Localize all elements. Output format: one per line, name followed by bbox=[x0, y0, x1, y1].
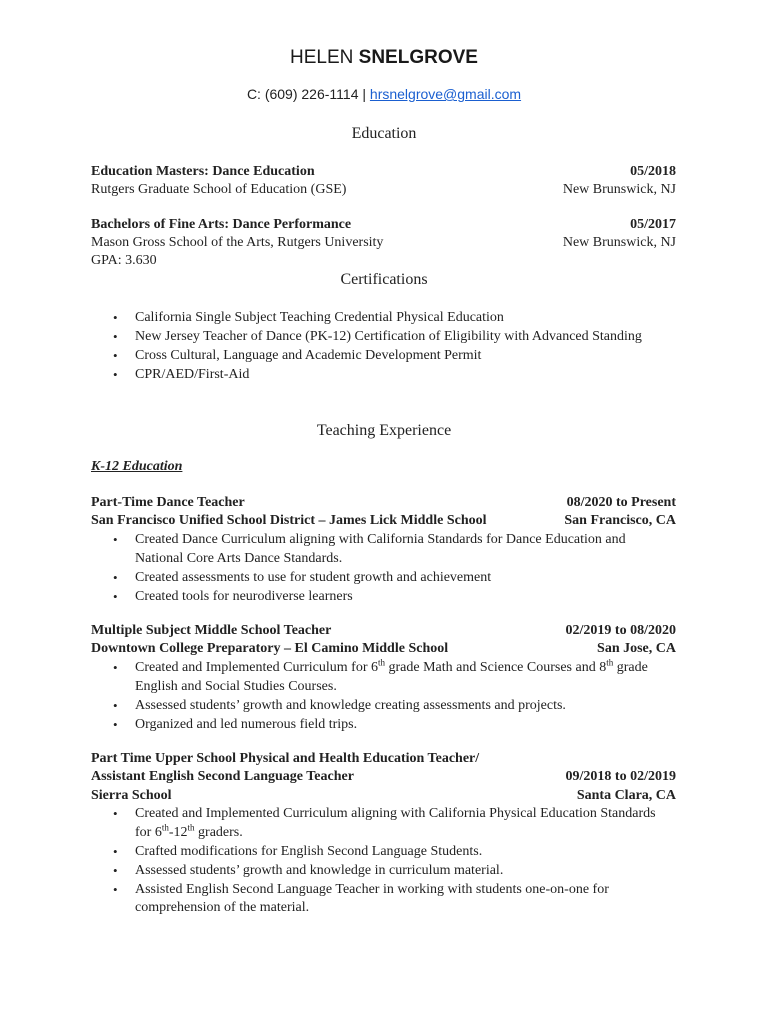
edu1-location: New Brunswick, NJ bbox=[562, 182, 676, 197]
job1-org-row bbox=[91, 512, 676, 530]
job3-org: Sierra School bbox=[91, 788, 172, 803]
list-item: • Created tools for neurodiverse learners bbox=[113, 588, 673, 607]
last-name: SNELGROVE bbox=[358, 47, 478, 68]
first-name: HELEN bbox=[290, 47, 354, 68]
list-item: • CPR/AED/First-Aid bbox=[113, 366, 673, 385]
job2-org-row bbox=[91, 640, 676, 658]
email-link[interactable]: hrsnelgrove@gmail.com bbox=[369, 86, 522, 102]
list-item: • Cross Cultural, Language and Academic Development Permit bbox=[113, 347, 673, 366]
job3-org-row bbox=[91, 787, 676, 805]
job3-location: Santa Clara, CA bbox=[576, 788, 676, 803]
edu1-school: Rutgers Graduate School of Education (GSE) bbox=[91, 182, 347, 197]
job3-dates: 09/2018 to 02/2019 bbox=[565, 769, 676, 784]
edu2-degree: Bachelors of Fine Arts: Dance Performance bbox=[91, 217, 352, 232]
education-heading: Education bbox=[351, 125, 417, 142]
job1-location: San Francisco, CA bbox=[564, 513, 676, 528]
k12-subheading: K-12 Education bbox=[91, 459, 183, 474]
job1-title-row bbox=[91, 494, 676, 512]
edu1-degree: Education Masters: Dance Education bbox=[91, 164, 315, 179]
edu2-school-row bbox=[91, 234, 676, 252]
edu1-date: 05/2018 bbox=[630, 164, 676, 179]
job3-bullets bbox=[113, 805, 673, 918]
job2-org: Downtown College Preparatory – El Camino Middle School bbox=[91, 641, 449, 656]
list-item: • Assisted English Second Language Teacher in working with students one-on-one for comprehension of the material. bbox=[113, 881, 673, 918]
job2-title: Multiple Subject Middle School Teacher bbox=[91, 623, 332, 638]
certifications-list bbox=[113, 309, 673, 385]
list-item: • New Jersey Teacher of Dance (PK-12) Certification of Eligibility with Advanced Standing bbox=[113, 328, 673, 347]
list-item: • Assessed students’ growth and knowledge in curriculum material. bbox=[113, 862, 673, 881]
edu2-degree-row bbox=[91, 216, 676, 234]
job2-bullets bbox=[113, 659, 673, 735]
edu1-degree-row bbox=[91, 163, 676, 181]
job3-title-row bbox=[91, 768, 676, 786]
phone: C: (609) 226-1114 | bbox=[246, 86, 367, 102]
experience-heading: Teaching Experience bbox=[316, 422, 452, 439]
job2-dates: 02/2019 to 08/2020 bbox=[565, 623, 676, 638]
list-item: • Crafted modifications for English Second Language Students. bbox=[113, 843, 673, 862]
edu2-location: New Brunswick, NJ bbox=[562, 235, 676, 250]
edu2-date: 05/2017 bbox=[630, 217, 676, 232]
job2-location: San Jose, CA bbox=[597, 641, 676, 656]
list-item: • California Single Subject Teaching Credential Physical Education bbox=[113, 309, 673, 328]
edu2-gpa: GPA: 3.630 bbox=[91, 253, 157, 268]
contact-line bbox=[0, 86, 768, 102]
list-item: • Organized and led numerous field trips. bbox=[113, 716, 673, 735]
job3-title-line2: Assistant English Second Language Teacher bbox=[91, 769, 354, 784]
job1-org: San Francisco Unified School District – James Lick Middle School bbox=[91, 513, 487, 528]
job2-title-row bbox=[91, 622, 676, 640]
job1-title: Part-Time Dance Teacher bbox=[91, 495, 245, 510]
list-item: • Created assessments to use for student growth and achievement bbox=[113, 569, 673, 588]
list-item: • Created and Implemented Curriculum for 6th grade Math and Science Courses and 8th grade English and Social Studies Courses. bbox=[113, 659, 673, 696]
candidate-name bbox=[0, 47, 768, 69]
list-item: • Created and Implemented Curriculum aligning with California Physical Education Standards for 6th-12th graders. bbox=[113, 805, 673, 842]
edu1-school-row bbox=[91, 181, 676, 199]
list-item: • Assessed students’ growth and knowledge creating assessments and projects. bbox=[113, 697, 673, 716]
job1-bullets bbox=[113, 531, 673, 607]
job3-title-line1: Part Time Upper School Physical and Health Education Teacher/ bbox=[91, 751, 480, 766]
certifications-heading: Certifications bbox=[340, 271, 428, 288]
job1-dates: 08/2020 to Present bbox=[566, 495, 676, 510]
list-item: • Created Dance Curriculum aligning with California Standards for Dance Education and National Core Arts Dance Standards. bbox=[113, 531, 673, 568]
edu2-school: Mason Gross School of the Arts, Rutgers University bbox=[91, 235, 384, 250]
